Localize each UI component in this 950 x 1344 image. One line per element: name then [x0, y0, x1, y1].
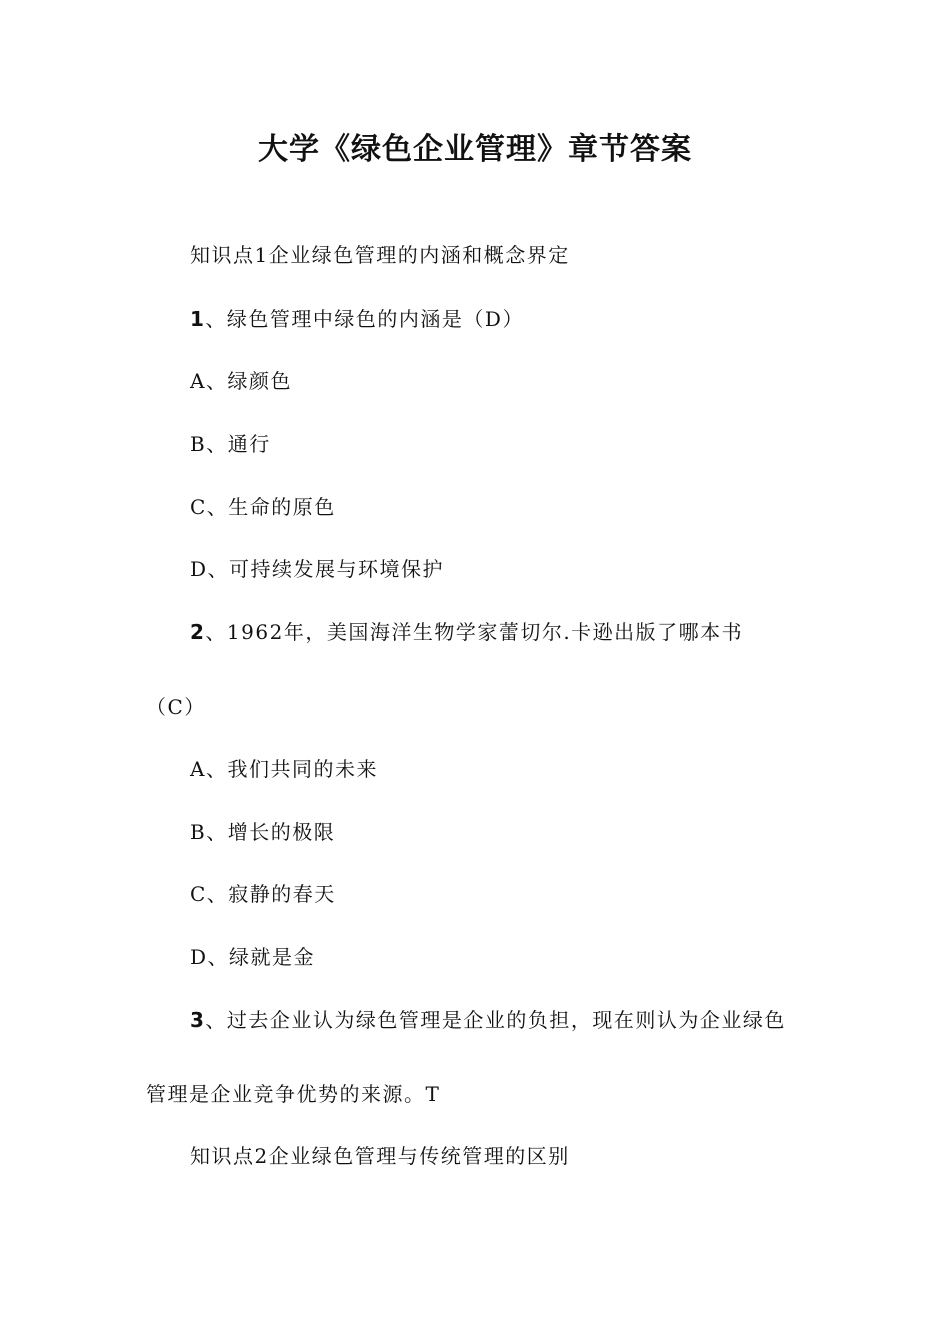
question-1 [190, 304, 524, 334]
q1-option-b: B、通行 [190, 432, 271, 456]
question-3 [190, 1005, 786, 1035]
q2-option-d: D、绿就是金 [190, 945, 316, 969]
q1-option-d: D、可持续发展与环境保护 [190, 557, 445, 581]
question-number: 1 [190, 307, 206, 331]
question-text: 、绿色管理中绿色的内涵是（D） [205, 307, 524, 331]
q2-option-a: A、我们共同的未来 [190, 757, 378, 781]
question-number: 2 [190, 620, 206, 644]
section-heading-1: 知识点1企业绿色管理的内涵和概念界定 [190, 243, 570, 267]
question-3-continuation: 管理是企业竞争优势的来源。T [146, 1082, 441, 1106]
document-title: 大学《绿色企业管理》章节答案 [258, 132, 692, 167]
q2-option-b: B、增长的极限 [190, 820, 336, 844]
q1-option-c: C、生命的原色 [190, 495, 336, 519]
question-text: 、1962年，美国海洋生物学家蕾切尔.卡逊出版了哪本书 [205, 620, 744, 644]
question-text: 、过去企业认为绿色管理是企业的负担，现在则认为企业绿色 [205, 1008, 786, 1032]
section-heading-2: 知识点2企业绿色管理与传统管理的区别 [190, 1144, 570, 1168]
q1-option-a: A、绿颜色 [190, 369, 292, 393]
question-number: 3 [190, 1008, 206, 1032]
question-2 [190, 617, 743, 647]
question-2-continuation: （C） [146, 695, 206, 719]
q2-option-c: C、寂静的春天 [190, 882, 336, 906]
